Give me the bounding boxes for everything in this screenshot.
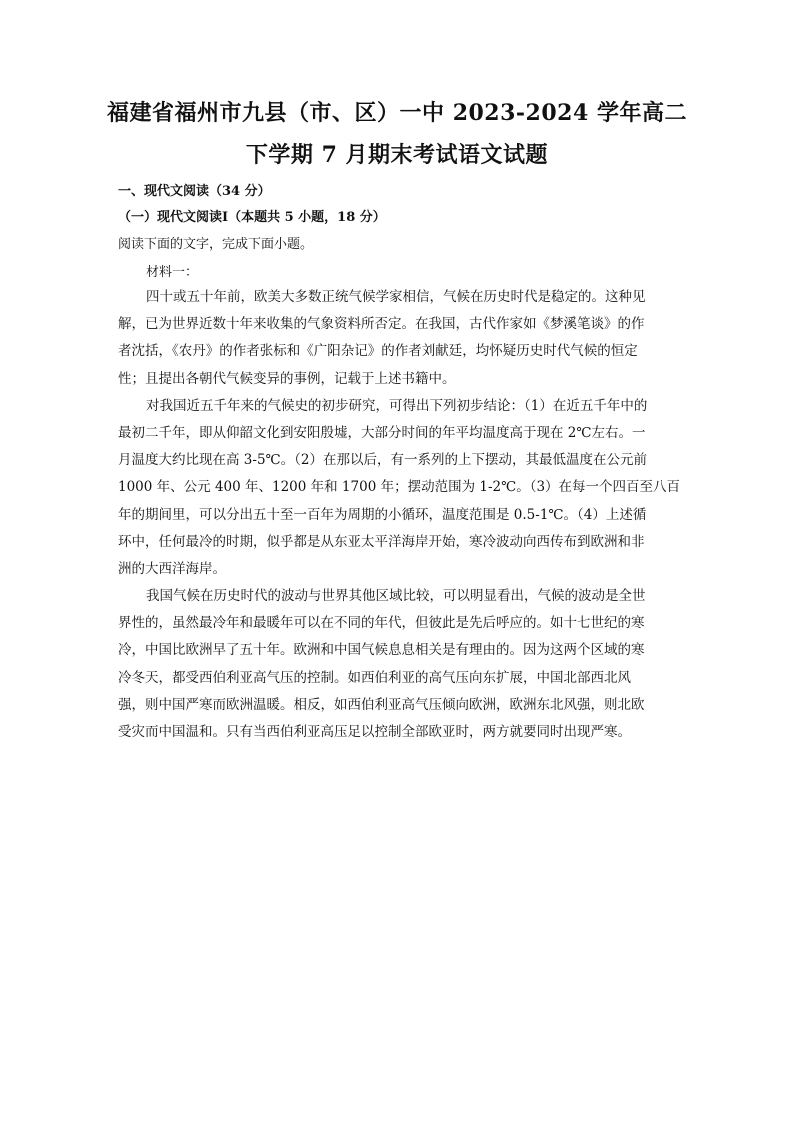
- paragraph-line: 年的期间里，可以分出五十至一百年为周期的小循环，温度范围是 0.5-1℃。（4）上述循: [118, 506, 647, 523]
- paragraph-line: 强，则中国严寒而欧洲温暖。相反，如西伯利亚高气压倾向欧洲，欧洲东北风强，则北欧: [118, 696, 645, 713]
- paragraph-line: 性；且提出各朝代气候变异的事例，记载于上述书籍中。: [118, 370, 456, 387]
- paragraph-1: [118, 284, 678, 393]
- paragraph-line: 解，已为世界近数十年来收集的气象资料所否定。在我国，古代作家如《梦溪笔谈》的作: [118, 316, 645, 333]
- paragraph-line: 界性的，虽然最冷年和最暖年可以在不同的年代，但彼此是先后呼应的。如十七世纪的寒: [118, 615, 645, 632]
- instruction-text: 阅读下面的文字，完成下面小题。: [118, 237, 314, 252]
- paragraph-line: 我国气候在历史时代的波动与世界其他区域比较，可以明显看出，气候的波动是全世: [146, 588, 646, 605]
- passage-body: [118, 284, 681, 746]
- paragraph-line: 冷冬天，都受西伯利亚高气压的控制。如西伯利亚的高气压向东扩展，中国北部西北风: [118, 669, 631, 686]
- paragraph-line: 月温度大约比现在高 3-5℃。（2）在那以后，有一系列的上下摆动，其最低温度在公元前: [118, 452, 647, 469]
- paragraph-2: [118, 393, 681, 583]
- section-heading: 一、现代文阅读（34 分）: [118, 184, 271, 199]
- document-title-line-1: 福建省福州市九县（市、区）一中 2023-2024 学年高二: [107, 100, 687, 126]
- paragraph-line: 四十或五十年前，欧美大多数正统气候学家相信，气候在历史时代是稳定的。这种见: [146, 289, 646, 305]
- document-title-line-2: 下学期 7 月期末考试语文试题: [245, 142, 549, 168]
- paragraph-line: 1000 年、公元 400 年、1200 年和 1700 年；摆动范围为 1-2℃。（3）在每一个四百至八百: [118, 479, 681, 496]
- subsection-heading: （一）现代文阅读Ⅰ（本题共 5 小题，18 分）: [118, 210, 386, 225]
- paragraph-line: 对我国近五千年来的气候史的初步研究，可得出下列初步结论：（1）在近五千年中的: [146, 397, 648, 414]
- paragraph-line: 受灾而中国温和。只有当西伯利亚高压足以控制全部欧亚时，两方就要同时出现严寒。: [118, 724, 631, 740]
- paragraph-3: [118, 583, 678, 746]
- paragraph-line: 者沈括，《农丹》的作者张标和《广阳杂记》的作者刘献廷，均怀疑历史时代气候的恒定: [118, 343, 638, 360]
- material-label: 材料一：: [146, 265, 199, 280]
- paragraph-line: 环中，任何最冷的时期，似乎都是从东亚太平洋海岸开始，寒冷波动向西传布到欧洲和非: [118, 533, 645, 550]
- paragraph-line: 最初二千年，即从仰韶文化到安阳殷墟，大部分时间的年平均温度高于现在 2℃左右。一: [118, 424, 646, 441]
- paragraph-line: 洲的大西洋海岸。: [118, 560, 226, 577]
- paragraph-line: 冷，中国比欧洲早了五十年。欧洲和中国气候息息相关是有理由的。因为这两个区域的寒: [118, 642, 645, 659]
